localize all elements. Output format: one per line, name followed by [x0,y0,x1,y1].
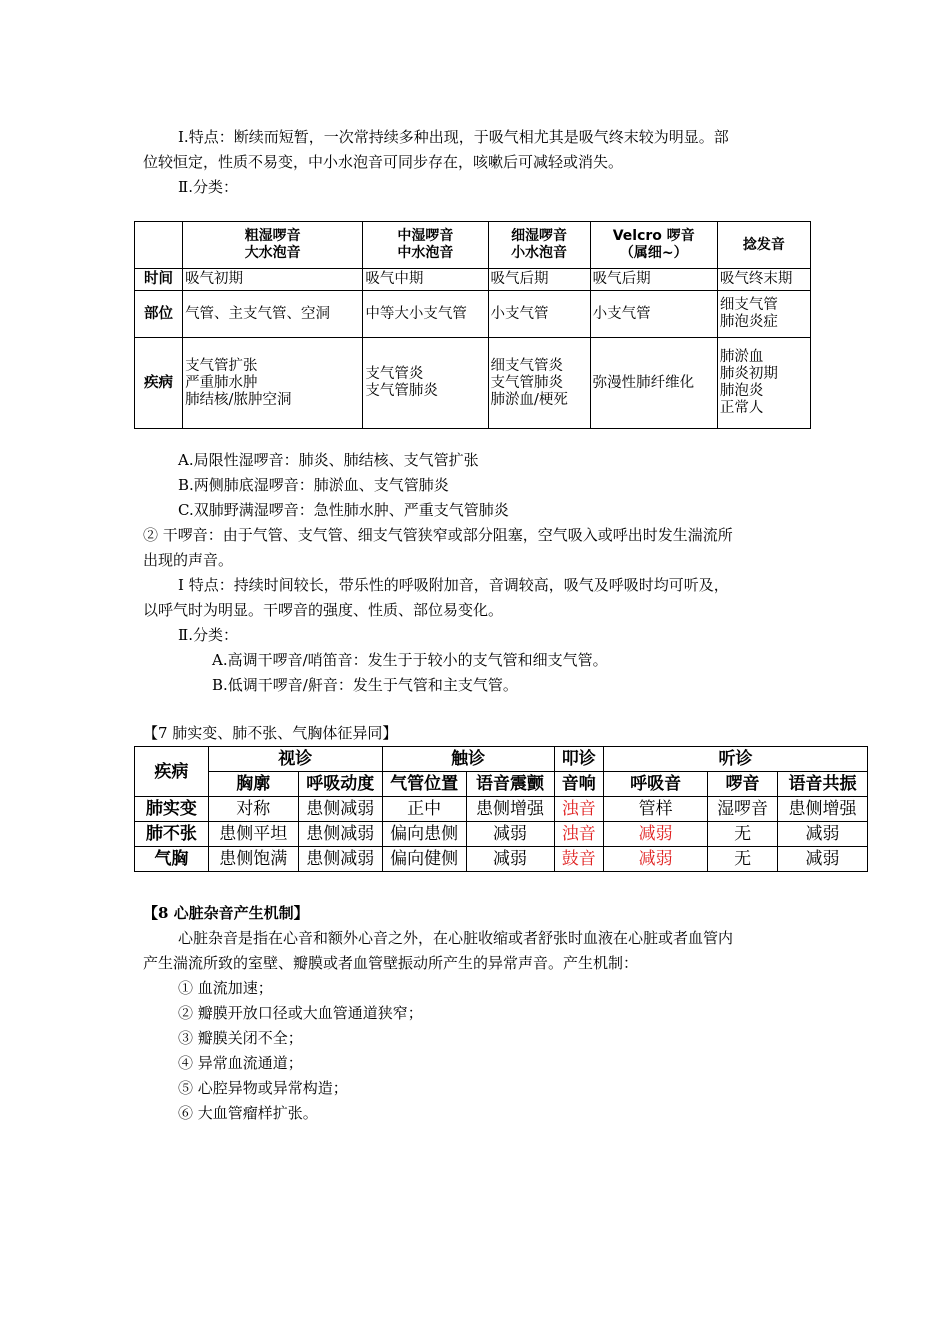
header-line: （属细~） [619,245,688,261]
header-cell [488,222,590,269]
cell-line: 正常人 [719,400,764,416]
header-line: 中水泡音 [397,245,454,261]
header-line: Velcro 啰音 [612,228,695,244]
cell-line: 细支气管 [719,297,778,313]
table-cell [590,291,717,338]
table-group-row [135,747,868,772]
table-cell: 减弱 [604,822,708,847]
table-cell [183,338,363,429]
row-label: 疾病 [135,338,183,429]
table-cell: 湿啰音 [708,797,778,822]
table-cell: 偏向患侧 [382,822,466,847]
features2-line2: 以呼气时为明显。干啰音的强度、性质、部位易变化。 [143,601,504,619]
table-cell: 管样 [604,797,708,822]
row-label: 时间 [135,269,183,291]
cell-line: 肺结核/脓肿空洞 [185,391,292,408]
table-cell: 患侧增强 [466,797,554,822]
table-cell [363,269,488,291]
table-cell: 患侧平坦 [208,822,298,847]
classification2-heading: Ⅱ.分类： [178,626,238,644]
table-cell [590,269,717,291]
table-cell: 鼓音 [554,847,604,872]
sub-header: 气管位置 [382,772,466,797]
cell-line: 气管、主支气管、空洞 [185,305,331,322]
table-header-row [135,222,811,269]
table-row [135,847,868,872]
row-label: 部位 [135,291,183,338]
table-cell: 减弱 [777,847,867,872]
group-header: 叩诊 [554,747,604,772]
header-cell [717,222,810,269]
table-cell: 浊音 [554,797,604,822]
header-line: 大水泡音 [244,245,301,261]
table-cell: 减弱 [777,822,867,847]
cell-line: 吸气后期 [592,271,651,287]
table-cell [363,338,488,429]
header-cell [363,222,488,269]
table-cell: 对称 [208,797,298,822]
signs-comparison-table [134,746,868,872]
cell-line: 肺泡炎症 [719,314,778,330]
header-line: 细湿啰音 [511,228,568,244]
sub-header: 胸廓 [208,772,298,797]
table-cell: 患侧减弱 [298,822,382,847]
table-cell [488,338,590,429]
mechanism-item: ⑤ 心腔异物或异常构造； [178,1079,348,1097]
list-item-a: A.局限性湿啰音：肺炎、肺结核、支气管扩张 [178,451,479,469]
table-row [135,822,868,847]
table-cell: 偏向健侧 [382,847,466,872]
table-cell: 患侧减弱 [298,797,382,822]
corner-cell [135,222,183,269]
table-sub-row [135,772,868,797]
table-cell: 患侧饱满 [208,847,298,872]
header-cell [590,222,717,269]
cell-line: 细支气管炎 [490,357,563,374]
table-cell: 无 [708,822,778,847]
cell-line: 严重肺水肿 [185,374,258,391]
sub-header: 啰音 [708,772,778,797]
table-cell: 浊音 [554,822,604,847]
sub-header: 呼吸音 [604,772,708,797]
cell-line: 中等大小支气管 [365,305,467,322]
cell-line: 吸气后期 [490,271,549,287]
mechanism-item: ④ 异常血流通道； [178,1054,303,1072]
cell-line: 吸气中期 [365,271,424,287]
features2-line1: Ⅰ 特点：持续时间较长，带乐性的呼吸附加音，音调较高，吸气及呼吸时均可听及， [178,576,729,594]
header-line: 中湿啰音 [397,228,454,244]
group-header: 触诊 [382,747,554,772]
mechanism-item: ⑥ 大血管瘤样扩张。 [178,1104,318,1122]
mechanism-item: ③ 瓣膜关闭不全； [178,1029,303,1047]
sub-header: 音响 [554,772,604,797]
table-cell: 减弱 [466,847,554,872]
table-cell [363,291,488,338]
header-line: 粗湿啰音 [244,228,301,244]
header-cell [183,222,363,269]
cell-line: 支气管炎 [365,366,424,382]
row-label: 肺实变 [135,797,209,822]
cell-line: 肺淤血/梗死 [490,391,568,408]
cell-line: 支气管肺炎 [365,383,438,399]
row-label: 肺不张 [135,822,209,847]
sub-header: 语音共振 [777,772,867,797]
cell-line: 肺泡炎 [719,383,764,399]
table-row [135,797,868,822]
table-cell [717,269,810,291]
header-line: 捻发音 [742,236,785,253]
table-row [135,291,811,338]
table-cell [183,291,363,338]
list-item-b: B.两侧肺底湿啰音：肺淤血、支气管肺炎 [178,476,449,494]
murmur-paragraph-line2: 产生湍流所致的室壁、瓣膜或者血管壁振动所产生的异常声音。产生机制： [143,954,639,972]
header-line: 小水泡音 [511,245,568,261]
sub-header: 语音震颤 [466,772,554,797]
cell-line: 小支气管 [490,305,549,322]
table-row [135,269,811,291]
table-row [135,338,811,429]
cell-line: 支气管肺炎 [490,374,563,391]
mechanism-item: ① 血流加速； [178,979,273,997]
section-7-heading: 【7 肺实变、肺不张、气胸体征异同】 [143,724,398,742]
row-label: 气胸 [135,847,209,872]
corner-cell: 疾病 [135,747,209,797]
group-header: 视诊 [208,747,382,772]
table-cell: 患侧增强 [777,797,867,822]
cell-line: 肺炎初期 [719,366,778,382]
dry-rales-paragraph-line1: ② 干啰音：由于气管、支气管、细支气管狭窄或部分阻塞，空气吸入或呼出时发生湍流所 [143,526,733,544]
cell-line: 吸气初期 [185,271,244,287]
table-cell [717,338,810,429]
cell-line: 弥漫性肺纤维化 [592,374,695,391]
table-cell [590,338,717,429]
low-pitch-item: B.低调干啰音/鼾音：发生于气管和主支气管。 [212,676,518,694]
dry-rales-paragraph-line2: 出现的声音。 [143,551,234,569]
cell-line: 吸气终末期 [719,271,793,287]
features-paragraph-line1: Ⅰ.特点：断续而短暂，一次常持续多种出现，于吸气相尤其是吸气终末较为明显。部 [178,128,729,146]
table-cell [488,291,590,338]
sub-header: 呼吸动度 [298,772,382,797]
cell-line: 小支气管 [592,305,651,322]
features-paragraph-line2: 位较恒定，性质不易变，中小水泡音可同步存在，咳嗽后可减轻或消失。 [143,153,624,171]
table-cell: 减弱 [466,822,554,847]
moist-rales-table [134,221,811,429]
murmur-paragraph-line1: 心脏杂音是指在心音和额外心音之外，在心脏收缩或者舒张时血液在心脏或者血管内 [178,929,734,947]
table-cell: 无 [708,847,778,872]
table-cell: 患侧减弱 [298,847,382,872]
cell-line: 肺淤血 [719,349,764,365]
table-cell [717,291,810,338]
classification-heading: Ⅱ.分类： [178,178,238,196]
table-cell: 正中 [382,797,466,822]
group-header: 听诊 [604,747,868,772]
table-cell: 减弱 [604,847,708,872]
cell-line: 支气管扩张 [185,357,258,374]
list-item-c: C.双肺野满湿啰音：急性肺水肿、严重支气管肺炎 [178,501,509,519]
table-cell [488,269,590,291]
table-cell [183,269,363,291]
section-8-heading: 【8 心脏杂音产生机制】 [143,904,309,922]
mechanism-item: ② 瓣膜开放口径或大血管通道狭窄； [178,1004,423,1022]
high-pitch-item: A.高调干啰音/哨笛音：发生于于较小的支气管和细支气管。 [212,651,608,669]
